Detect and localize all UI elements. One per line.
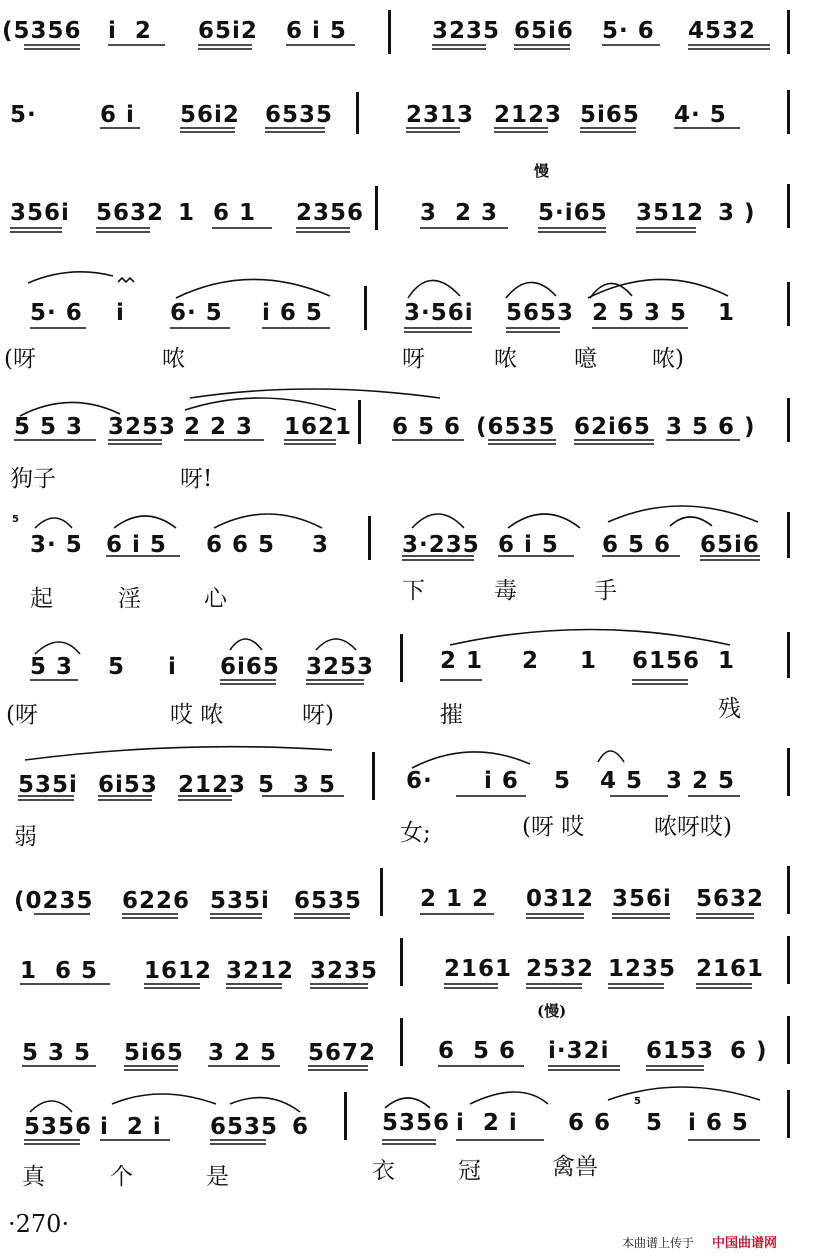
note-group: 2 1 2	[420, 886, 490, 912]
note-group: 5 3 5	[258, 772, 337, 798]
note-group: 5653	[506, 300, 575, 326]
note-group: i 6	[484, 768, 519, 794]
lyric: (呀	[6, 702, 38, 728]
lyric: 哝)	[652, 346, 684, 372]
note-group: 5· 6	[30, 300, 83, 326]
note-group: 1	[718, 300, 736, 326]
barline	[787, 282, 790, 326]
note-group: 3 )	[718, 200, 756, 226]
note-group: i 6 5	[688, 1110, 749, 1136]
tempo-mark: 慢	[534, 162, 550, 180]
note-group: 2532	[526, 956, 595, 982]
lyric: 弱	[14, 824, 37, 850]
note-group: 6 i 5	[286, 18, 347, 44]
lyric: 下	[402, 578, 425, 604]
barline	[358, 400, 361, 444]
barline	[787, 632, 790, 678]
lyric: 衣	[372, 1158, 395, 1184]
note-group: 5 3 5	[22, 1040, 92, 1066]
lyric: 心	[204, 586, 227, 612]
barline	[787, 1090, 790, 1138]
lyric: 哎 哝	[170, 702, 224, 728]
note-group: 1235	[608, 956, 677, 982]
note-group: 3512	[636, 200, 705, 226]
note-group: 3 2 3	[420, 200, 499, 226]
note-group: 5632	[696, 886, 765, 912]
lyric: (呀	[4, 346, 36, 372]
note-group: 356i	[612, 886, 672, 912]
note-group: 3	[312, 532, 330, 558]
note-group: 5 5 3	[14, 414, 84, 440]
lyric: (呀 哎	[522, 814, 585, 840]
note-group: 2 5 3 5	[592, 300, 688, 326]
note-group: 2356	[296, 200, 365, 226]
note-group: 5	[108, 654, 126, 680]
barline	[375, 186, 378, 230]
barline	[787, 1016, 790, 1064]
lyric: 狗子	[10, 466, 56, 492]
note-group: 5 3	[30, 654, 74, 680]
footer-text: 本曲谱上传于	[622, 1236, 695, 1250]
note-group: 6	[292, 1114, 310, 1140]
note-group: 6153	[646, 1038, 715, 1064]
note-group: 5i65	[124, 1040, 184, 1066]
note-group: i 2	[108, 18, 152, 44]
note-group: 2123	[178, 772, 247, 798]
note-group: 5	[646, 1110, 664, 1136]
lyric: 禽兽	[552, 1154, 598, 1180]
note-group: 1621	[284, 414, 353, 440]
note-group: 4532	[688, 18, 757, 44]
note-group: 3 2 5	[208, 1040, 278, 1066]
note-group: 5i65	[580, 102, 640, 128]
note-group: 3253	[306, 654, 375, 680]
grace-note: 5	[634, 1096, 641, 1107]
note-group: 3·235	[402, 532, 480, 558]
barline	[400, 1018, 403, 1066]
site-logo: 中国曲谱网	[712, 1236, 778, 1251]
note-group: 6535	[265, 102, 334, 128]
note-group: 4 5	[600, 768, 644, 794]
barline	[400, 938, 403, 986]
barline	[400, 634, 403, 682]
note-group: 6 5 6	[438, 1038, 517, 1064]
note-group: (6535	[476, 414, 556, 440]
barline	[787, 936, 790, 984]
note-group: 6535	[210, 1114, 279, 1140]
note-group: 3 2 5	[666, 768, 736, 794]
page-number: ·270·	[8, 1210, 70, 1238]
barline	[787, 866, 790, 914]
note-group: i 6 5	[262, 300, 323, 326]
note-group: 6535	[294, 888, 363, 914]
note-group: 5·i65	[538, 200, 608, 226]
barline	[787, 90, 790, 134]
note-group: 6156	[632, 648, 701, 674]
note-group: 3·56i	[404, 300, 474, 326]
lyric: 起	[30, 586, 53, 612]
note-group: 5	[554, 768, 572, 794]
barline	[787, 748, 790, 796]
note-group: 3· 5	[30, 532, 83, 558]
barline	[372, 752, 375, 800]
note-group: 5632	[96, 200, 165, 226]
barline	[787, 512, 790, 558]
note-group: 5·	[10, 102, 37, 128]
note-group: 56i2	[180, 102, 240, 128]
lyric: 哝呀哎)	[654, 814, 732, 840]
note-group: 1	[718, 648, 736, 674]
lyric: 呀	[402, 346, 425, 372]
barline	[388, 10, 391, 54]
note-group: 6226	[122, 888, 191, 914]
note-group: 2 2 3	[184, 414, 254, 440]
lyric: 是	[206, 1164, 229, 1190]
note-group: 3235	[432, 18, 501, 44]
note-group: 6· 5	[170, 300, 223, 326]
note-group: 65i6	[700, 532, 760, 558]
note-group: i	[116, 300, 125, 326]
note-group: 6i53	[98, 772, 158, 798]
note-group: 1	[580, 648, 598, 674]
lyric: 冠	[458, 1158, 481, 1184]
note-group: 5672	[308, 1040, 377, 1066]
grace-note: 5	[12, 514, 19, 525]
note-group: 6·	[406, 768, 433, 794]
note-group: i 2 i	[100, 1114, 162, 1140]
note-group: 2313	[406, 102, 475, 128]
note-group: 6 5 6	[392, 414, 462, 440]
note-group: 4· 5	[674, 102, 727, 128]
lyric: 手	[594, 578, 617, 604]
barline	[787, 10, 790, 54]
note-group: 62i65	[574, 414, 651, 440]
barline	[356, 92, 359, 134]
lyric: 淫	[118, 586, 141, 612]
barline	[368, 516, 371, 560]
barline	[344, 1092, 347, 1140]
note-group: 3253	[108, 414, 177, 440]
note-group: (5356	[2, 18, 82, 44]
note-group: i 2 i	[456, 1110, 518, 1136]
lyric: 女;	[400, 820, 431, 846]
note-group: 6 i 5	[106, 532, 167, 558]
note-group: 3 5 6 )	[666, 414, 756, 440]
note-group: 5356	[24, 1114, 93, 1140]
barline	[380, 868, 383, 916]
note-group: 2161	[444, 956, 513, 982]
note-group: 65i2	[198, 18, 258, 44]
note-group: 1 6 1	[178, 200, 257, 226]
lyric: 哝	[162, 346, 185, 372]
note-group: 6 i	[100, 102, 135, 128]
note-group: 535i	[210, 888, 270, 914]
lyric: 毒	[494, 578, 517, 604]
note-group: 6 5 6	[602, 532, 672, 558]
barline	[787, 184, 790, 228]
note-group: 5356	[382, 1110, 451, 1136]
lyric: 摧	[440, 702, 463, 728]
note-group: 3235	[310, 958, 379, 984]
note-group: 2161	[696, 956, 765, 982]
lyric: 残	[718, 696, 741, 722]
note-group: 65i6	[514, 18, 574, 44]
lyric: 呀)	[302, 702, 334, 728]
lyric: 呀!	[180, 466, 213, 492]
tempo-mark: (慢)	[537, 1002, 567, 1020]
note-group: 535i	[18, 772, 78, 798]
note-group: 5· 6	[602, 18, 655, 44]
note-group: 356i	[10, 200, 70, 226]
note-group: 6 )	[730, 1038, 768, 1064]
note-group: 6 i 5	[498, 532, 559, 558]
barline	[787, 398, 790, 442]
note-group: 2 1	[440, 648, 484, 674]
note-group: 1612	[144, 958, 213, 984]
note-group: 1 6 5	[20, 958, 99, 984]
note-group: 0312	[526, 886, 595, 912]
lyric: 哝	[494, 346, 517, 372]
lyric: 真	[22, 1164, 45, 1190]
note-group: i	[168, 654, 177, 680]
note-group: 2	[522, 648, 540, 674]
lyric: 噫	[574, 346, 597, 372]
barline	[364, 286, 367, 330]
note-group: 6i65	[220, 654, 280, 680]
note-group: 3212	[226, 958, 295, 984]
note-group: (0235	[14, 888, 94, 914]
note-group: 6 6	[568, 1110, 612, 1136]
lyric: 个	[110, 1164, 133, 1190]
note-group: 2123	[494, 102, 563, 128]
note-group: 6 6 5	[206, 532, 276, 558]
note-group: i·32i	[548, 1038, 610, 1064]
